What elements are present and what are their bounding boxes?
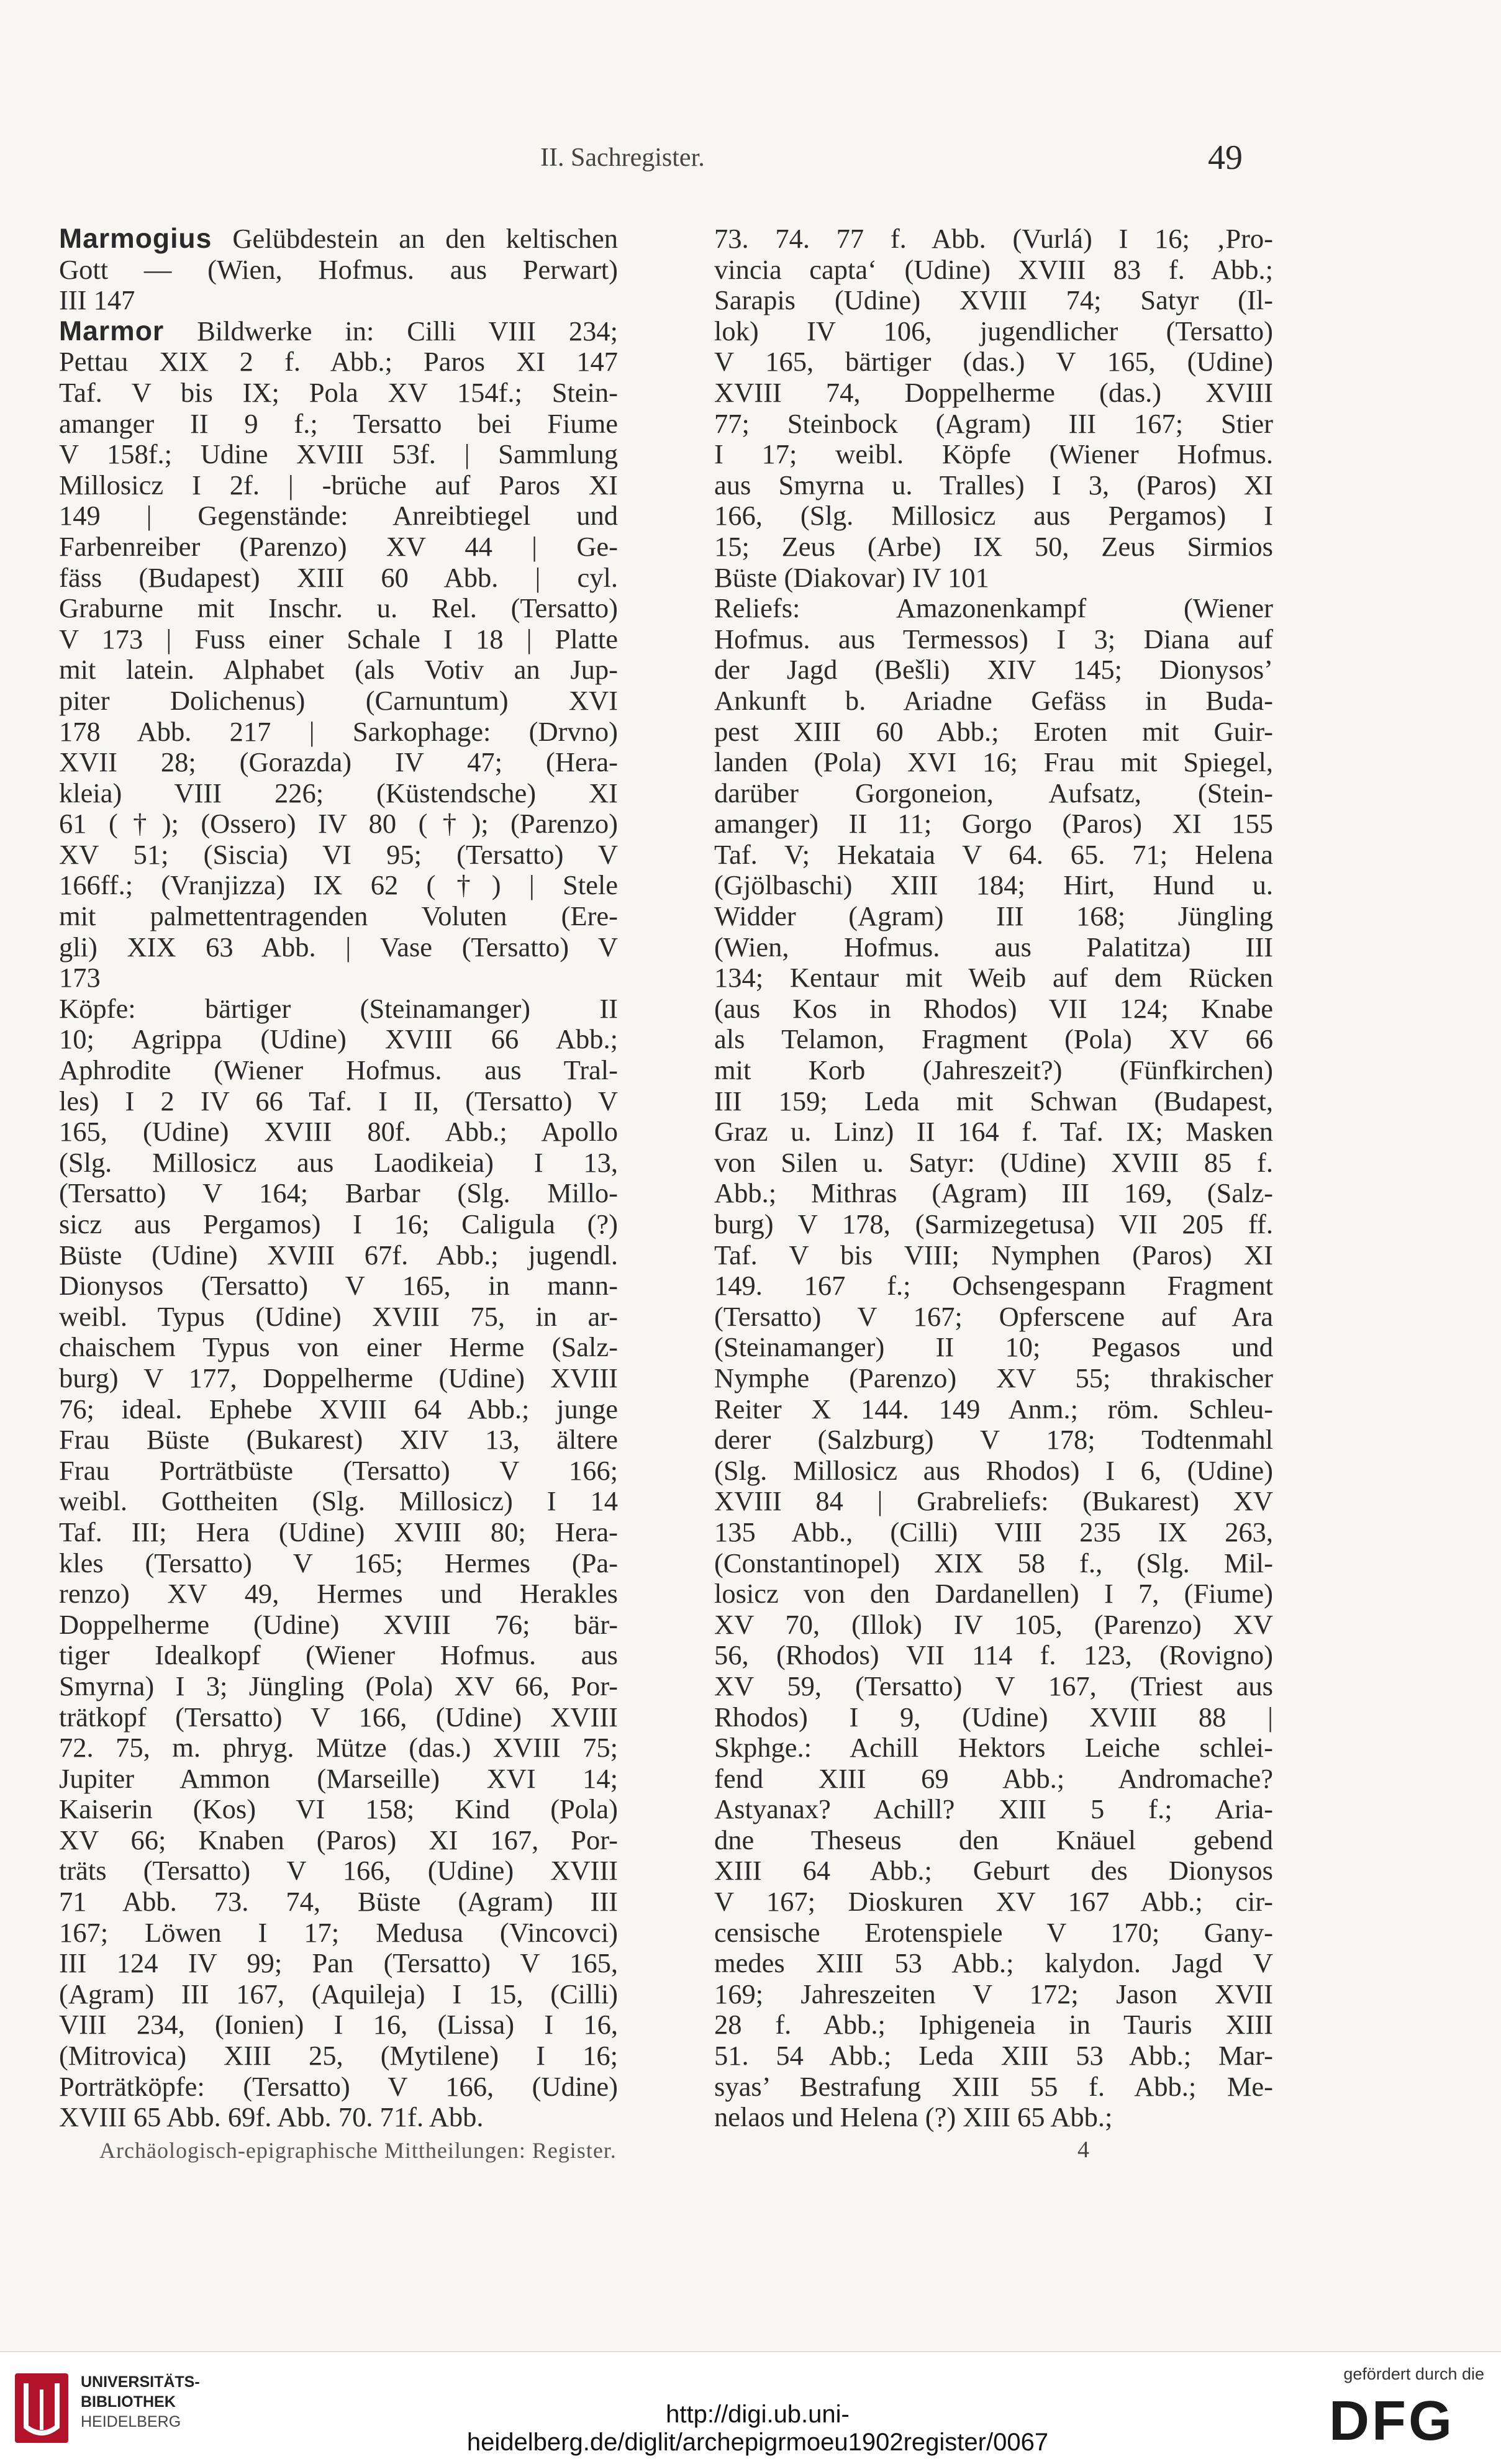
index-line: als Telamon, Fragment (Pola) XV 66 — [714, 1024, 1273, 1055]
index-line: Rhodos) I 9, (Udine) XVIII 88 | — [714, 1701, 1273, 1732]
index-line: XV 59, (Tersatto) V 167, (Triest aus — [714, 1670, 1273, 1701]
index-line: medes XIII 53 Abb.; kalydon. Jagd V — [714, 1948, 1273, 1979]
index-line — [59, 778, 618, 809]
index-line — [59, 1855, 618, 1886]
index-text: weibl. Typus (Udine) XVIII 75, in ar- — [59, 1301, 618, 1332]
index-line: Taf. V bis VIII; Nymphen (Paros) XI — [714, 1239, 1273, 1270]
index-text: sicz aus Pergamos) I 16; Caligula (?) — [59, 1209, 618, 1239]
index-line: (Constantinopel) XIX 58 f., (Slg. Mil- — [714, 1547, 1273, 1578]
index-line: aus Smyrna u. Tralles) I 3, (Paros) XI — [714, 469, 1273, 500]
index-text: Frau Porträtbüste (Tersatto) V 166; — [59, 1455, 618, 1486]
index-text: 167; Löwen I 17; Medusa (Vincovci) — [59, 1917, 618, 1948]
index-text: mit palmettentragenden Voluten (Ere- — [59, 901, 618, 932]
index-line: von Silen u. Satyr: (Udine) XVIII 85 f. — [714, 1147, 1273, 1178]
index-line: Ankunft b. Ariadne Gefäss in Buda- — [714, 685, 1273, 716]
index-line — [59, 624, 618, 655]
footer-signature: 4 — [1077, 2137, 1089, 2163]
index-line — [59, 500, 618, 532]
index-text: 173 — [59, 962, 101, 994]
index-line — [59, 1640, 618, 1671]
index-line: landen (Pola) XVI 16; Frau mit Spiegel, — [714, 747, 1273, 778]
index-text: Dionysos (Tersatto) V 165, in mann- — [59, 1270, 618, 1302]
index-text: (Slg. Millosicz aus Laodikeia) I 13, — [59, 1147, 618, 1178]
index-line: Abb.; Mithras (Agram) III 169, (Salz- — [714, 1178, 1273, 1209]
index-text: XV 51; (Siscia) VI 95; (Tersatto) V — [59, 839, 618, 870]
index-line — [59, 1486, 618, 1517]
index-line: (Gjölbaschi) XIII 184; Hirt, Hund u. — [714, 870, 1273, 901]
index-text: fäss (Budapest) XIII 60 Abb. | cyl. — [59, 562, 618, 593]
index-text: 71 Abb. 73. 74, Büste (Agram) III — [59, 1886, 618, 1918]
footer-journal-note: Archäologisch-epigraphische Mittheilungen: Register. — [99, 2138, 617, 2163]
index-line: 56, (Rhodos) VII 114 f. 123, (Rovigno) — [714, 1640, 1273, 1671]
index-text: 178 Abb. 217 | Sarkophage: (Drvno) — [59, 716, 618, 747]
index-line — [59, 1702, 618, 1733]
index-line: I 17; weibl. Köpfe (Wiener Hofmus. — [714, 439, 1273, 470]
index-line: burg) V 178, (Sarmizegetusa) VII 205 ff. — [714, 1209, 1273, 1239]
index-line — [59, 870, 618, 901]
index-line: vincia capta‘ (Udine) XVIII 83 f. Abb.; — [714, 254, 1273, 285]
index-line — [59, 285, 618, 316]
index-text: Jupiter Ammon (Marseille) XVI 14; — [59, 1763, 618, 1794]
index-line: nelaos und Helena (?) XIII 65 Abb.; — [714, 2102, 1113, 2133]
index-text: 10; Agrippa (Udine) XVIII 66 Abb.; — [59, 1024, 618, 1055]
index-line: 135 Abb., (Cilli) VIII 235 IX 263, — [714, 1516, 1273, 1547]
index-line — [59, 1240, 618, 1271]
index-line: (Slg. Millosicz aus Rhodos) I 6, (Udine) — [714, 1455, 1273, 1486]
index-keyword: Marmor — [59, 315, 165, 346]
index-text: VIII 234, (Ionien) I 16, (Lissa) I 16, — [59, 2009, 618, 2040]
index-text: mit latein. Alphabet (als Votiv an Jup- — [59, 654, 618, 686]
index-line: V 167; Dioskuren XV 167 Abb.; cir- — [714, 1886, 1273, 1918]
index-line — [59, 346, 618, 378]
index-line: 15; Zeus (Arbe) IX 50, Zeus Sirmios — [714, 531, 1273, 562]
index-text: 61 (†); (Ossero) IV 80 (†); (Parenzo) — [59, 808, 618, 840]
index-line — [59, 1394, 618, 1425]
index-text: kles (Tersatto) V 165; Hermes (Pa- — [59, 1547, 618, 1578]
index-text: XVIII 65 Abb. 69f. Abb. 70. 71f. Abb. — [59, 2102, 484, 2133]
index-line — [59, 808, 618, 840]
index-line — [59, 532, 618, 563]
index-text: 149 | Gegenstände: Anreibtiegel und — [59, 500, 618, 532]
institution-line-2: BIBLIOTHEK — [81, 2393, 176, 2411]
index-text: Frau Büste (Bukarest) XIV 13, ältere — [59, 1424, 618, 1456]
index-line — [59, 470, 618, 501]
institution-line-3: HEIDELBERG — [81, 2413, 181, 2430]
index-line: Büste (Diakovar) IV 101 — [714, 562, 989, 593]
index-line — [59, 1732, 618, 1764]
index-text: Taf. III; Hera (Udine) XVIII 80; Hera- — [59, 1516, 618, 1547]
digitization-footer-bar — [0, 2351, 1501, 2464]
index-text: renzo) XV 49, Hermes und Herakles — [59, 1578, 618, 1610]
index-line: Nymphe (Parenzo) XV 55; thrakischer — [714, 1362, 1273, 1393]
index-line: 73. 74. 77 f. Abb. (Vurlá) I 16; ‚Pro- — [714, 224, 1273, 254]
index-text: Gott — (Wien, Hofmus. aus Perwart) — [59, 254, 618, 285]
index-line — [59, 255, 618, 286]
index-line: Reiter X 144. 149 Anm.; röm. Schleu- — [714, 1393, 1273, 1424]
index-line: darüber Gorgoneion, Aufsatz, (Stein- — [714, 777, 1273, 808]
index-line: 149. 167 f.; Ochsengespann Fragment — [714, 1270, 1273, 1302]
index-line: XVIII 84 | Grabreliefs: (Bukarest) XV — [714, 1486, 1273, 1517]
right-column — [714, 224, 1273, 2133]
index-line — [59, 1517, 618, 1548]
index-text: Graburne mit Inschr. u. Rel. (Tersatto) — [59, 593, 618, 624]
index-text: (Tersatto) V 164; Barbar (Slg. Millo- — [59, 1178, 618, 1209]
index-text: Kaiserin (Kos) VI 158; Kind (Pola) — [59, 1794, 618, 1825]
index-line — [59, 686, 618, 717]
index-line: Sarapis (Udine) XVIII 74; Satyr (Il- — [714, 285, 1273, 316]
running-head: II. Sachregister. — [540, 143, 705, 172]
index-line — [59, 1886, 618, 1918]
index-text: III 124 IV 99; Pan (Tersatto) V 165, — [59, 1948, 618, 1979]
index-text: chaischem Typus von einer Herme (Salz- — [59, 1332, 618, 1363]
index-line — [59, 932, 618, 963]
index-line — [59, 1578, 618, 1610]
index-text: 166ff.; (Vranjizza) IX 62 (†) | Stele — [59, 870, 618, 901]
index-line: (Steinamanger) II 10; Pegasos und — [714, 1332, 1273, 1363]
index-line — [59, 1302, 618, 1333]
index-line: Astyanax? Achill? XIII 5 f.; Aria- — [714, 1794, 1273, 1825]
index-line — [59, 224, 618, 255]
index-line: losicz von den Dardanellen) I 7, (Fiume) — [714, 1578, 1273, 1610]
index-line — [59, 1825, 618, 1856]
index-line: (Wien, Hofmus. aus Palatitza) III — [714, 931, 1273, 962]
index-line — [59, 1918, 618, 1949]
index-line — [59, 1055, 618, 1086]
index-line — [59, 840, 618, 871]
index-line: dne Theseus den Knäuel gebend — [714, 1824, 1273, 1855]
index-line — [59, 1610, 618, 1641]
index-line — [59, 994, 618, 1025]
index-text: burg) V 177, Doppelherme (Udine) XVIII — [59, 1362, 618, 1393]
index-line: Widder (Agram) III 168; Jüngling — [714, 901, 1273, 932]
index-line — [59, 747, 618, 778]
index-text: III 147 — [59, 285, 135, 316]
index-text: Porträtköpfe: (Tersatto) V 166, (Udine) — [59, 2071, 618, 2102]
index-line: Reliefs: Amazonenkampf (Wiener — [714, 593, 1273, 624]
index-line — [59, 2040, 618, 2072]
index-line — [59, 2072, 618, 2103]
index-line: Taf. V; Hekataia V 64. 65. 71; Helena — [714, 839, 1273, 870]
index-line: der Jagd (Bešli) XIV 145; Dionysos’ — [714, 654, 1273, 686]
index-line — [59, 717, 618, 748]
index-text: amanger II 9 f.; Tersatto bei Fiume — [59, 408, 618, 439]
index-text: Taf. V bis IX; Pola XV 154f.; Stein- — [59, 377, 618, 408]
page-number: 49 — [1208, 138, 1243, 177]
index-line — [59, 593, 618, 624]
index-line — [59, 1148, 618, 1179]
index-line — [59, 1270, 618, 1302]
index-keyword: Marmogius — [59, 224, 212, 254]
index-line — [59, 316, 618, 347]
index-line: (Tersatto) V 167; Opferscene auf Ara — [714, 1301, 1273, 1332]
index-line: 134; Kentaur mit Weib auf dem Rücken — [714, 962, 1273, 994]
index-text: Smyrna) I 3; Jüngling (Pola) XV 66, Por- — [59, 1670, 618, 1701]
index-text: V 158f.; Udine XVIII 53f. | Sammlung — [59, 439, 618, 470]
index-line — [59, 563, 618, 594]
index-line: Hofmus. aus Termessos) I 3; Diana auf — [714, 623, 1273, 654]
index-line — [59, 962, 618, 994]
university-library-logo-icon — [14, 2371, 70, 2445]
index-line — [59, 1209, 618, 1240]
index-line — [59, 1424, 618, 1456]
index-line: amanger) II 11; Gorgo (Paros) XI 155 — [714, 808, 1273, 840]
dfg-logo: DFG — [1329, 2390, 1454, 2452]
index-line: (aus Kos in Rhodos) VII 124; Knabe — [714, 993, 1273, 1024]
index-text: piter Dolichenus) (Carnuntum) XVI — [59, 685, 618, 716]
index-text: Gelübdestein an den keltischen — [212, 224, 618, 254]
index-text: Aphrodite (Wiener Hofmus. aus Tral- — [59, 1055, 618, 1086]
index-text: les) I 2 IV 66 Taf. I II, (Tersatto) V — [59, 1085, 618, 1116]
index-line: V 165, bärtiger (das.) V 165, (Udine) — [714, 346, 1273, 378]
index-text: XV 66; Knaben (Paros) XI 167, Por- — [59, 1824, 618, 1855]
index-text: weibl. Gottheiten (Slg. Millosicz) I 14 — [59, 1486, 618, 1517]
index-line — [59, 409, 618, 440]
index-line — [59, 1794, 618, 1825]
index-text: Köpfe: bärtiger (Steinamanger) II — [59, 993, 618, 1024]
index-line — [59, 439, 618, 470]
index-line: Graz u. Linz) II 164 f. Taf. IX; Masken — [714, 1116, 1273, 1148]
index-text: 165, (Udine) XVIII 80f. Abb.; Apollo — [59, 1116, 618, 1148]
index-text: Millosicz I 2f. | -brüche auf Paros XI — [59, 469, 618, 500]
index-line — [59, 901, 618, 932]
index-text: XVII 28; (Gorazda) IV 47; (Hera- — [59, 747, 618, 778]
index-line: XV 70, (Illok) IV 105, (Parenzo) XV — [714, 1609, 1273, 1640]
index-line: 77; Steinbock (Agram) III 167; Stier — [714, 408, 1273, 439]
index-line — [59, 654, 618, 686]
index-line: 51. 54 Abb.; Leda XIII 53 Abb.; Mar- — [714, 2040, 1273, 2072]
index-line: syas’ Bestrafung XIII 55 f. Abb.; Me- — [714, 2071, 1273, 2102]
index-line: XVIII 74, Doppelherme (das.) XVIII — [714, 377, 1273, 408]
index-text: tiger Idealkopf (Wiener Hofmus. aus — [59, 1640, 618, 1671]
index-text: Bildwerke in: Cilli VIII 234; — [164, 315, 618, 346]
index-line: pest XIII 60 Abb.; Eroten mit Guir- — [714, 716, 1273, 747]
index-line: 169; Jahreszeiten V 172; Jason XVII — [714, 1978, 1273, 2009]
index-text: gli) XIX 63 Abb. | Vase (Tersatto) V — [59, 931, 618, 962]
index-line: mit Korb (Jahreszeit?) (Fünfkirchen) — [714, 1055, 1273, 1086]
index-line — [59, 1548, 618, 1579]
index-line — [59, 2102, 618, 2133]
institution-line-1: UNIVERSITÄTS- — [81, 2373, 200, 2391]
index-line: derer (Salzburg) V 178; Todtenmahl — [714, 1424, 1273, 1456]
index-line: 166, (Slg. Millosicz aus Pergamos) I — [714, 500, 1273, 532]
index-text: Pettau XIX 2 f. Abb.; Paros XI 147 — [59, 346, 618, 378]
funder-label: gefördert durch die — [1343, 2365, 1484, 2383]
left-column — [59, 224, 618, 2133]
index-line — [59, 1948, 618, 1979]
index-text: 76; ideal. Ephebe XVIII 64 Abb.; junge — [59, 1393, 618, 1424]
index-text: träts (Tersatto) V 166, (Udine) XVIII — [59, 1855, 618, 1886]
index-text: Farbenreiber (Parenzo) XV 44 | Ge- — [59, 531, 618, 562]
index-text: (Mitrovica) XIII 25, (Mytilene) I 16; — [59, 2040, 618, 2072]
index-text: Büste (Udine) XVIII 67f. Abb.; jugendl. — [59, 1239, 618, 1270]
index-line — [59, 1979, 618, 2010]
permalink-url[interactable]: http://digi.ub.uni-heidelberg.de/diglit/archepigrmoeu1902register/0067 — [466, 2401, 1049, 2456]
index-line: lok) IV 106, jugendlicher (Tersatto) — [714, 315, 1273, 346]
index-text: trätkopf (Tersatto) V 166, (Udine) XVIII — [59, 1701, 618, 1732]
index-text: V 173 | Fuss einer Schale I 18 | Platte — [59, 623, 618, 654]
index-line — [59, 1764, 618, 1795]
index-line: fend XIII 69 Abb.; Andromache? — [714, 1763, 1273, 1794]
index-line — [59, 378, 618, 409]
index-line — [59, 2009, 618, 2040]
index-text: 72. 75, m. phryg. Mütze (das.) XVIII 75; — [59, 1732, 618, 1764]
index-line: XIII 64 Abb.; Geburt des Dionysos — [714, 1855, 1273, 1886]
index-line: 28 f. Abb.; Iphigeneia in Tauris XIII — [714, 2009, 1273, 2040]
index-line: censische Erotenspiele V 170; Gany- — [714, 1917, 1273, 1948]
index-line — [59, 1671, 618, 1702]
index-line — [59, 1456, 618, 1487]
index-text: (Agram) III 167, (Aquileja) I 15, (Cilli) — [59, 1978, 618, 2009]
index-line: III 159; Leda mit Schwan (Budapest, — [714, 1085, 1273, 1116]
index-line — [59, 1116, 618, 1148]
index-line — [59, 1024, 618, 1055]
index-text: Doppelherme (Udine) XVIII 76; bär- — [59, 1609, 618, 1640]
index-line — [59, 1332, 618, 1363]
index-line — [59, 1363, 618, 1394]
index-line — [59, 1086, 618, 1117]
index-line: Skphge.: Achill Hektors Leiche schlei- — [714, 1732, 1273, 1764]
index-line — [59, 1178, 618, 1209]
institution-name — [81, 2372, 200, 2432]
index-text: kleia) VIII 226; (Küstendsche) XI — [59, 777, 618, 808]
